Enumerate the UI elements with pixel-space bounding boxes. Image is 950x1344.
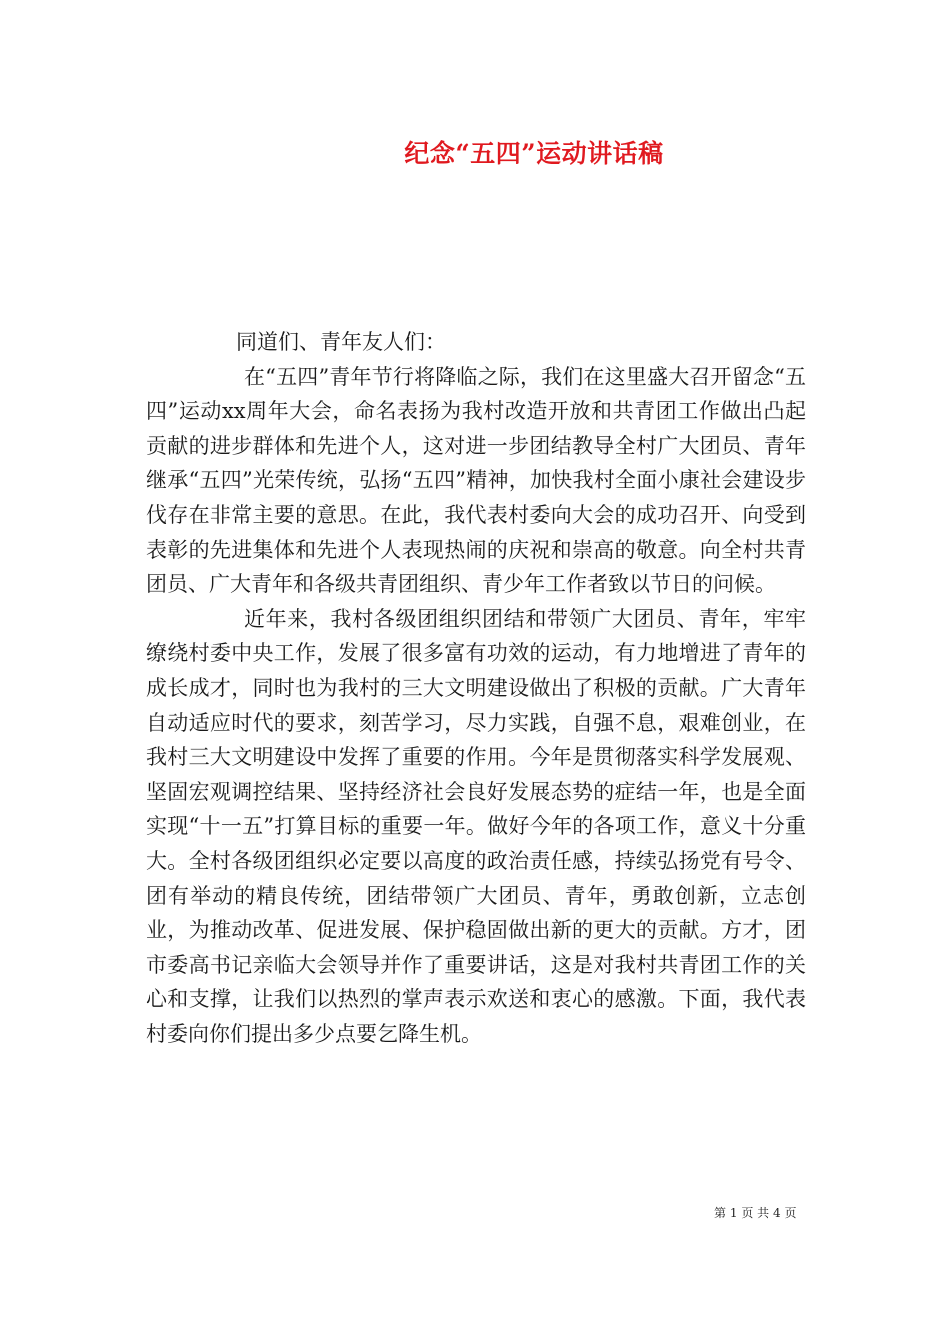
paragraph-2: 近年来，我村各级团组织团结和带领广大团员、青年，牢牢缭绕村委中央工作，发展了很多富有功效的运动，有力地增进了青年的成长成才，同时也为我村的三大文明建设做出了积极的贡献。广大青年自动适应时代的要求，刻苦学习，尽力实践，自强不息，艰难创业，在我村三大文明建设中发挥了重要的作用。今年是贯彻落实科学发展观、坚固宏观调控结果、坚持经济社会良好发展态势的症结一年，也是全面实现“十一五”打算目标的重要一年。做好今年的各项工作，意义十分重大。全村各级团组织必定要以高度的政治责任感，持续弘扬党有号令、团有举动的精良传统，团结带领广大团员、青年，勇敢创新，立志创业，为推动改革、促进发展、保护稳固做出新的更大的贡献。方才，团市委高书记亲临大会领导并作了重要讲话，这是对我村共青团工作的关心和支撑，让我们以热烈的掌声表示欢送和衷心的感激。下面，我代表村委向你们提出多少点要乞降生机。 [146, 606, 806, 1046]
footer-suffix: 页 [784, 1206, 797, 1220]
paragraph-1: 在“五四”青年节行将降临之际，我们在这里盛大召开留念“五四”运动xx周年大会，命名表扬为我村改造开放和共青团工作做出凸起贡献的进步群体和先进个人，这对进一步团结教导全村广大团员、青年继承“五四”光荣传统，弘扬“五四”精神，加快我村全面小康社会建设步伐存在非常主要的意思。在此，我代表村委向大会的成功召开、向受到表彰的先进集体和先进个人表现热闹的庆祝和崇高的敬意。向全村共青团员、广大青年和各级共青团组织、青少年工作者致以节日的问候。 [146, 364, 806, 597]
document-title: 纪念“五四”运动讲话稿 [404, 139, 664, 168]
page-footer [714, 1204, 796, 1221]
footer-total-pages: 4 [772, 1206, 781, 1220]
greeting: 同道们、青年友人们： [236, 330, 446, 354]
footer-page-number: 1 [729, 1206, 738, 1220]
footer-prefix: 第 [714, 1206, 727, 1220]
document-body [146, 325, 806, 1051]
footer-middle: 页 共 [741, 1206, 770, 1220]
